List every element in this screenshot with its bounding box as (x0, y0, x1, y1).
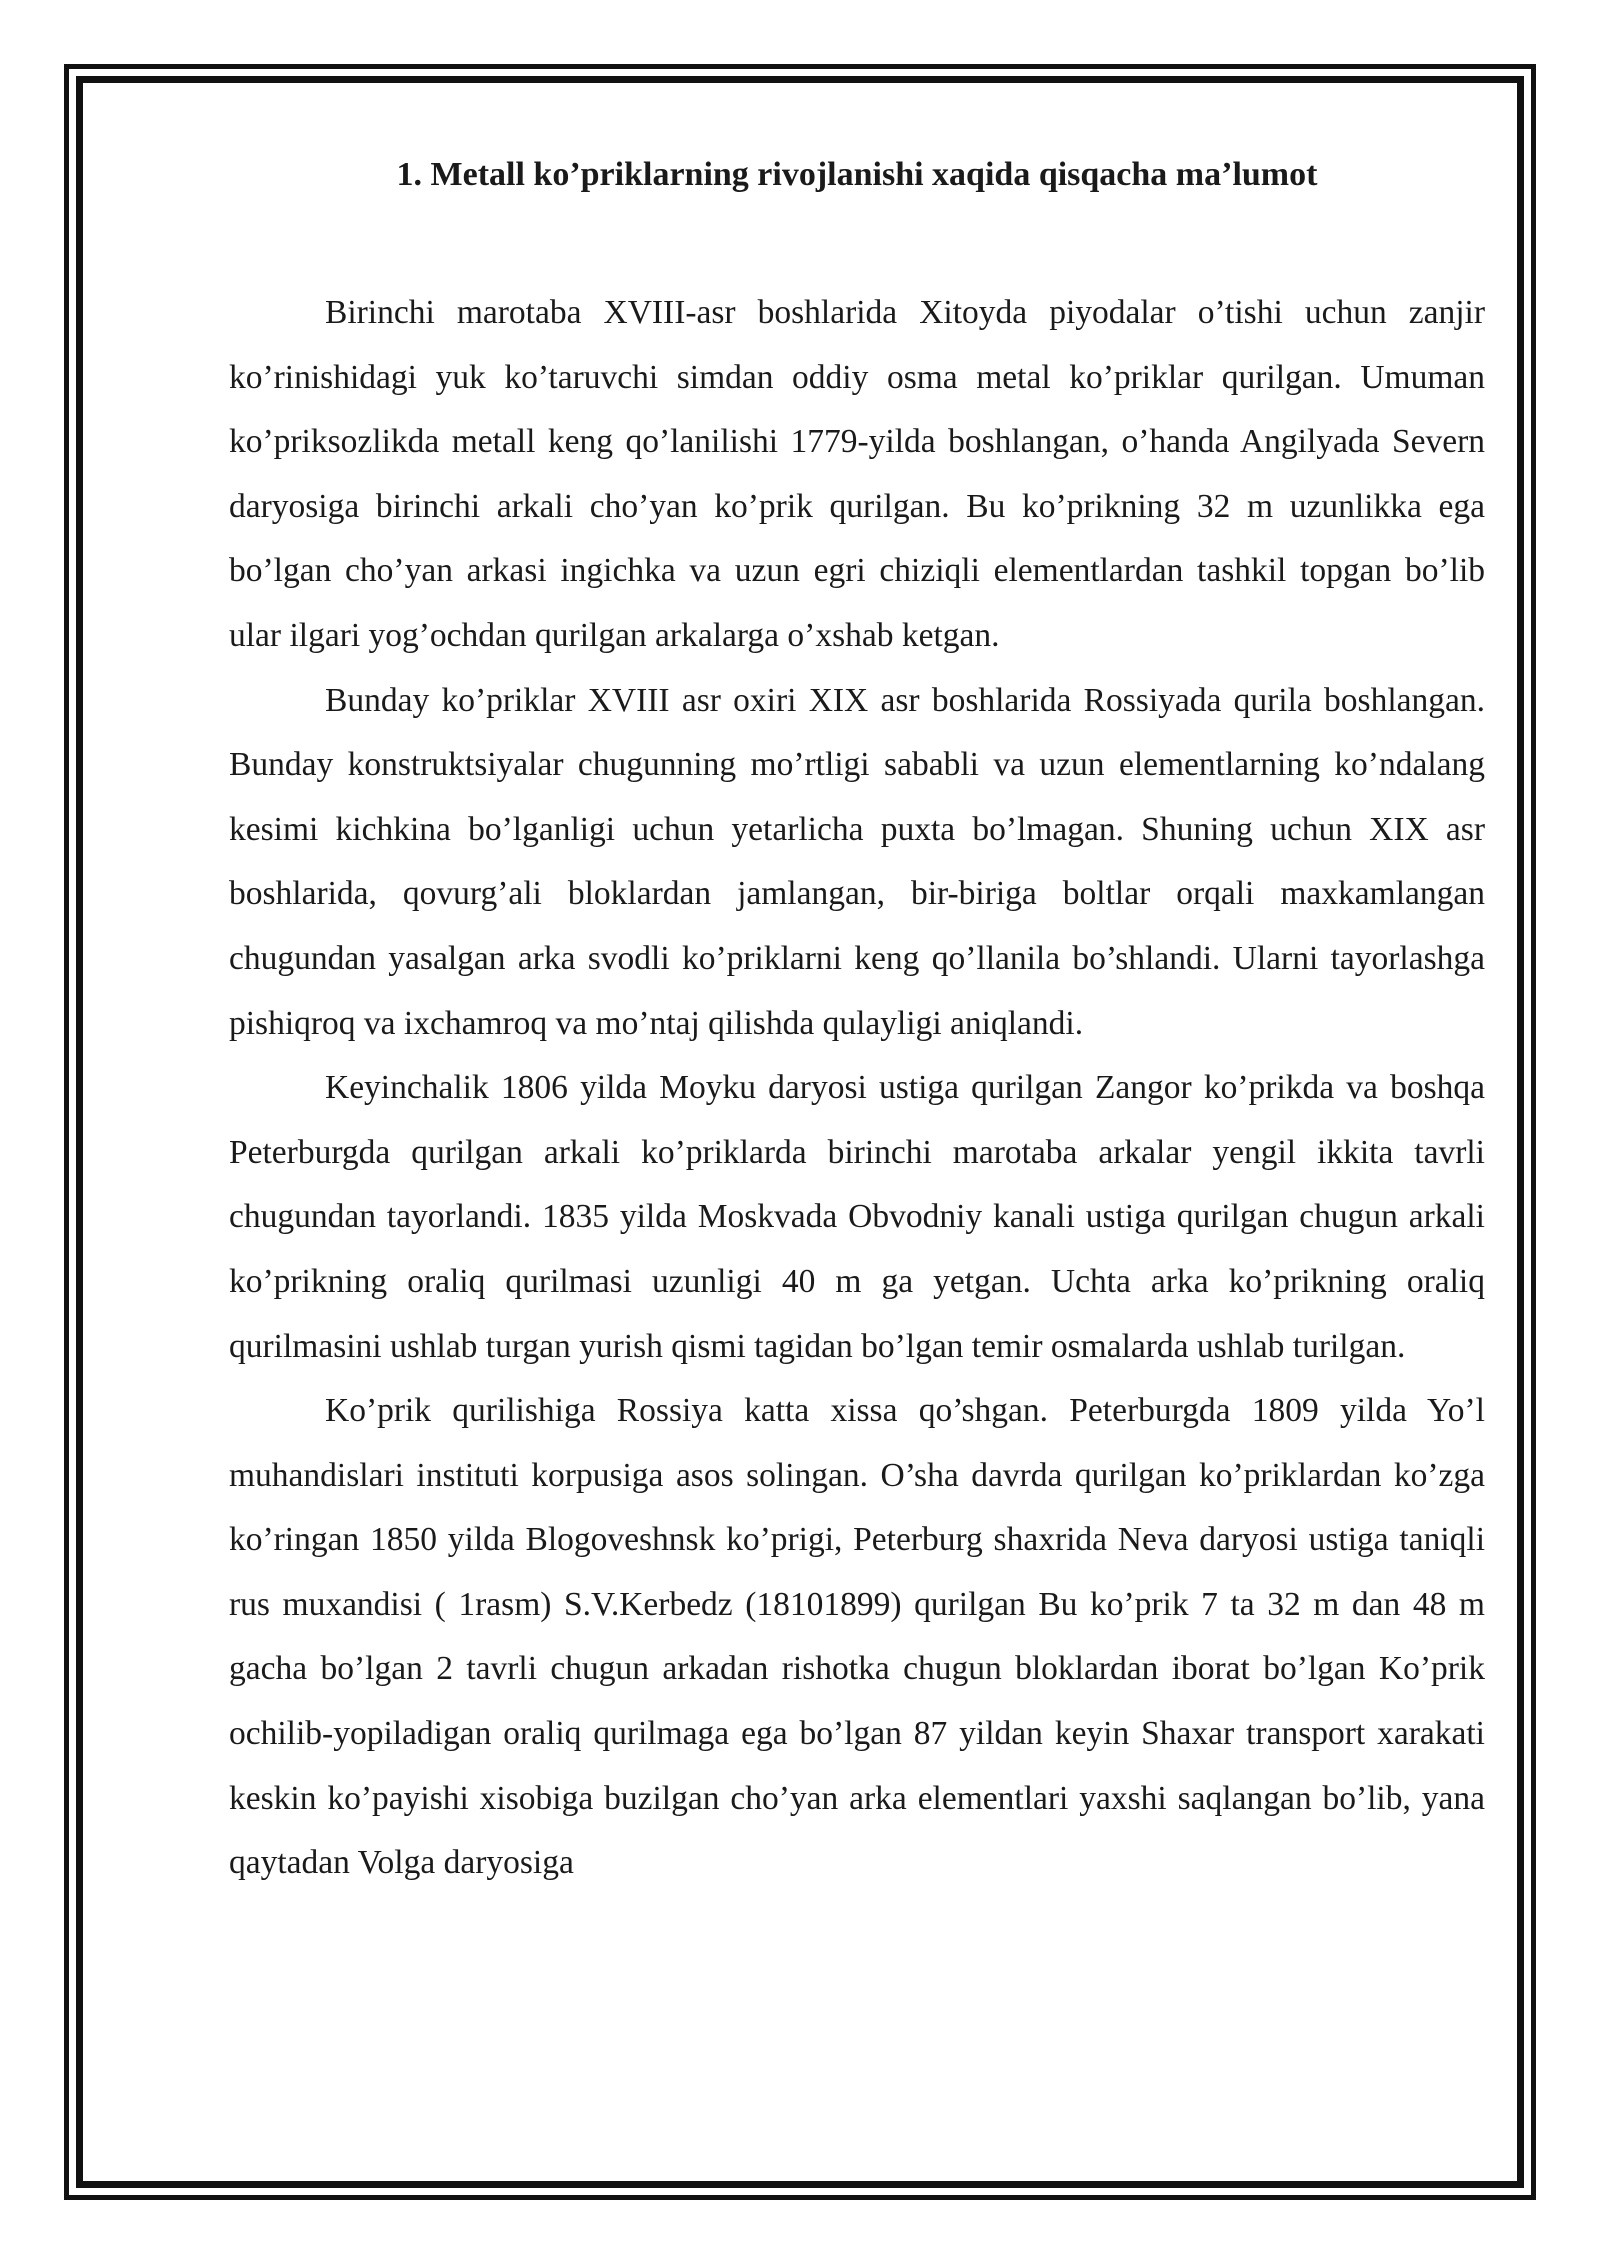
section-title: 1. Metall ko’priklarning rivojlanishi xaqida qisqacha ma’lumot (396, 156, 1318, 193)
paragraph-4: Ko’prik qurilishiga Rossiya katta xissa qo’shgan. Peterburgda 1809 yilda Yo’l muhandislari instituti korpusiga asos solingan. O’sha davrda qurilgan ko’priklardan ko’zga ko’ringan 1850 yilda Blogoveshnsk ko’prigi, Peterburg shaxrida Neva daryosi ustiga taniqli rus muxandisi ( 1rasm) S.V.Kerbedz (18101899) qurilgan Bu ko’prik 7 ta 32 m dan 48 m gacha bo’lgan 2 tavrli chugun arkadan rishotka chugun bloklardan iborat bo’lgan Ko’prik ochilib-yopiladigan oraliq qurilmaga ega bo’lgan 87 yildan keyin Shaxar transport xarakati keskin ko’payishi xisobiga buzilgan cho’yan arka elementlari yaxshi saqlangan bo’lib, yana qaytadan Volga daryosiga (229, 1392, 1485, 1882)
body-text (229, 281, 1485, 1896)
paragraph-2: Bunday ko’priklar XVIII asr oxiri XIX asr boshlarida Rossiyada qurila boshlangan. Bunday konstruktsiyalar chugunning mo’rtligi sababli va uzun elementlarning ko’ndalang kesimi kichkina bo’lganligi uchun yetarlicha puxta bo’lmagan. Shuning uchun XIX asr boshlarida, qovurg’ali bloklardan jamlangan, bir-biriga boltlar orqali maxkamlangan chugundan yasalgan arka svodli ko’priklarni keng qo’llanila bo’shlandi. Ularni tayorlashga pishiqroq va ixchamroq va mo’ntaj qilishda qulayligi aniqlandi. (229, 681, 1485, 1042)
paragraph-3: Keyinchalik 1806 yilda Moyku daryosi ustiga qurilgan Zangor ko’prikda va boshqa Peterburgda qurilgan arkali ko’priklarda birinchi marotaba arkalar yengil ikkita tavrli chugundan tayorlandi. 1835 yilda Moskvada Obvodniy kanali ustiga qurilgan chugun arkali ko’prikning oraliq qurilmasi uzunligi 40 m ga yetgan. Uchta arka ko’prikning oraliq qurilmasini ushlab turgan yurish qismi tagidan bo’lgan temir osmalarda ushlab turilgan. (229, 1069, 1485, 1365)
paragraph-1: Birinchi marotaba XVIII-asr boshlarida Xitoyda piyodalar o’tishi uchun zanjir ko’rinishidagi yuk ko’taruvchi simdan oddiy osma metal ko’priklar qurilgan. Umuman ko’priksozlikda metall keng qo’lanilishi 1779-yilda boshlangan, o’handa Angilyada Severn daryosiga birinchi arkali cho’yan ko’prik qurilgan. Bu ko’prikning 32 m uzunlikka ega bo’lgan cho’yan arkasi ingichka va uzun egri chiziqli elementlardan tashkil topgan bo’lib ular ilgari yog’ochdan qurilgan arkalarga o’xshab ketgan. (229, 294, 1485, 654)
page-content (229, 150, 1485, 1896)
